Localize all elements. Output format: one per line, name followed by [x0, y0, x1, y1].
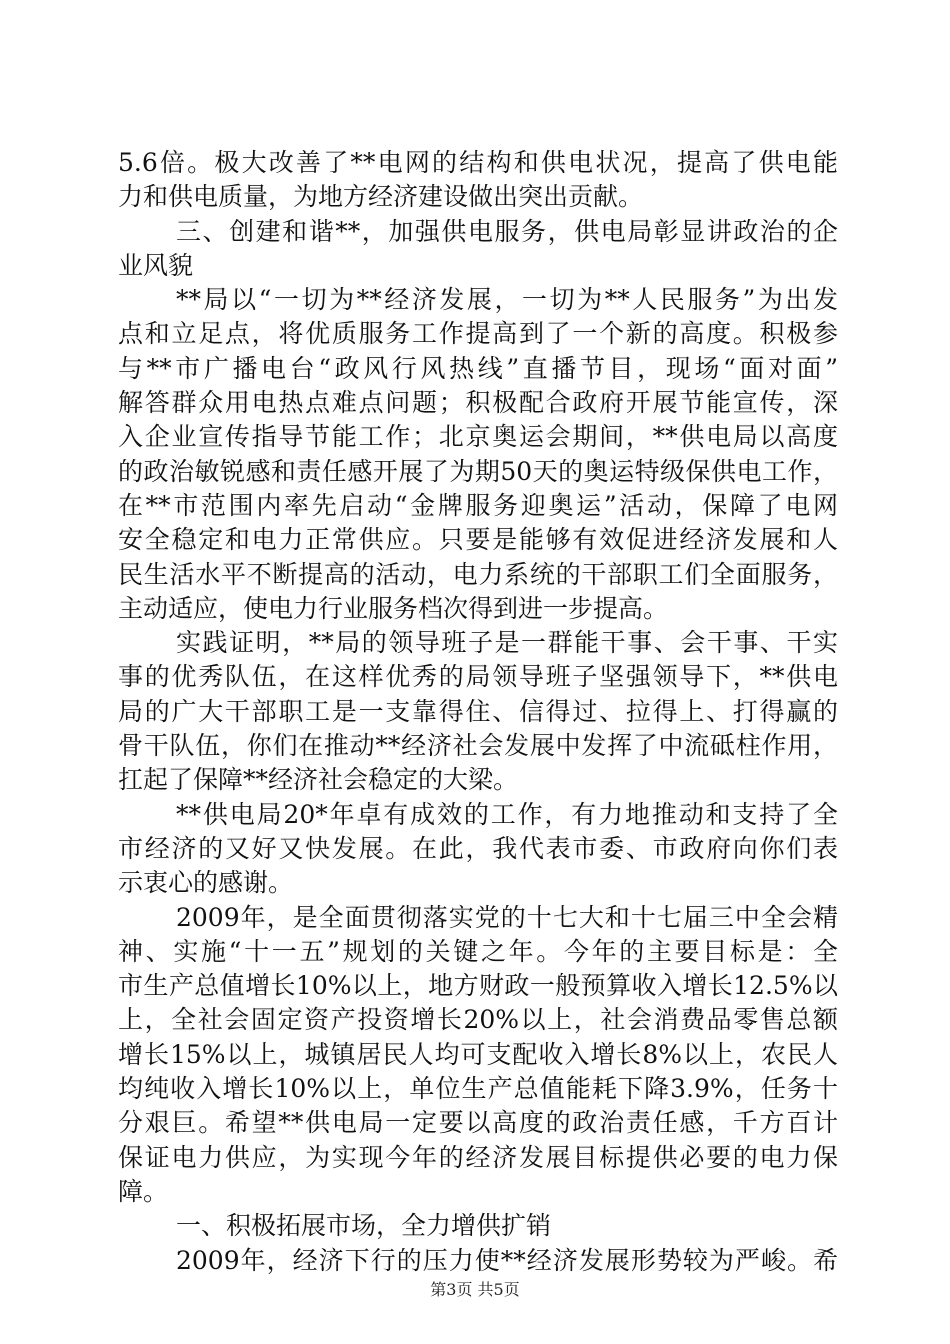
- text-line: 民生活水平不断提高的活动，电力系统的干部职工们全面服务，: [118, 559, 838, 589]
- text-line: 障。: [118, 1176, 169, 1206]
- text-line: 市经济的又好又快发展。在此，我代表市委、市政府向你们表: [118, 833, 838, 863]
- text-line: 骨干队伍，你们在推动**经济社会发展中发挥了中流砥柱作用，: [118, 731, 838, 761]
- text-line: 三、创建和谐**，加强供电服务，供电局彰显讲政治的企: [176, 216, 838, 246]
- text-line: 分艰巨。希望**供电局一定要以高度的政治责任感，千方百计: [118, 1108, 838, 1138]
- text-line: 事的优秀队伍，在这样优秀的局领导班子坚强领导下，**供电: [118, 662, 838, 692]
- text-line: 增长15%以上，城镇居民人均可支配收入增长8%以上，农民人: [118, 1039, 838, 1069]
- text-line: 解答群众用电热点难点问题；积极配合政府开展节能宣传，深: [118, 388, 838, 418]
- text-line: 保证电力供应，为实现今年的经济发展目标提供必要的电力保: [118, 1142, 838, 1172]
- text-line: 均纯收入增长10%以上，单位生产总值能耗下降3.9%，任务十: [118, 1074, 838, 1104]
- text-line: 上，全社会固定资产投资增长20%以上，社会消费品零售总额: [118, 1005, 838, 1035]
- text-line: 神、实施“十一五”规划的关键之年。今年的主要目标是：全: [118, 936, 838, 966]
- text-line: 扛起了保障**经济社会稳定的大梁。: [118, 765, 519, 795]
- text-line: 与**市广播电台“政风行风热线”直播节目，现场“面对面”: [118, 353, 838, 383]
- text-line: 实践证明，**局的领导班子是一群能干事、会干事、干实: [176, 628, 838, 658]
- document-body: [118, 146, 838, 1278]
- text-line: 力和供电质量，为地方经济建设做出突出贡献。: [118, 182, 644, 212]
- text-line: 主动适应，使电力行业服务档次得到进一步提高。: [118, 593, 669, 623]
- text-line: 2009年，是全面贯彻落实党的十七大和十七届三中全会精: [176, 902, 838, 932]
- text-line: 5.6倍。极大改善了**电网的结构和供电状况，提高了供电能: [118, 148, 838, 177]
- page-footer: 第3页 共5页: [430, 1280, 520, 1299]
- text-line: 示衷心的感谢。: [118, 868, 294, 898]
- text-line: 点和立足点，将优质服务工作提高到了一个新的高度。积极参: [118, 319, 838, 349]
- text-line: 市生产总值增长10%以上，地方财政一般预算收入增长12.5%以: [118, 971, 838, 1001]
- text-line: 局的广大干部职工是一支靠得住、信得过、拉得上、打得赢的: [118, 696, 838, 726]
- text-line: **局以“一切为**经济发展，一切为**人民服务”为出发: [176, 285, 838, 315]
- text-line: **供电局20*年卓有成效的工作，有力地推动和支持了全: [176, 799, 838, 829]
- text-line: 一、积极拓展市场，全力增供扩销: [176, 1211, 552, 1241]
- text-line: 的政治敏锐感和责任感开展了为期50天的奥运特级保供电工作，: [118, 456, 838, 486]
- text-line: 业风貌: [118, 250, 194, 280]
- text-line: 在**市范围内率先启动“金牌服务迎奥运”活动，保障了电网: [118, 490, 838, 520]
- text-line: 入企业宣传指导节能工作；北京奥运会期间，**供电局以高度: [118, 422, 838, 452]
- text-line: 安全稳定和电力正常供应。只要是能够有效促进经济发展和人: [118, 525, 838, 555]
- text-line: 2009年，经济下行的压力使**经济发展形势较为严峻。希: [176, 1245, 838, 1275]
